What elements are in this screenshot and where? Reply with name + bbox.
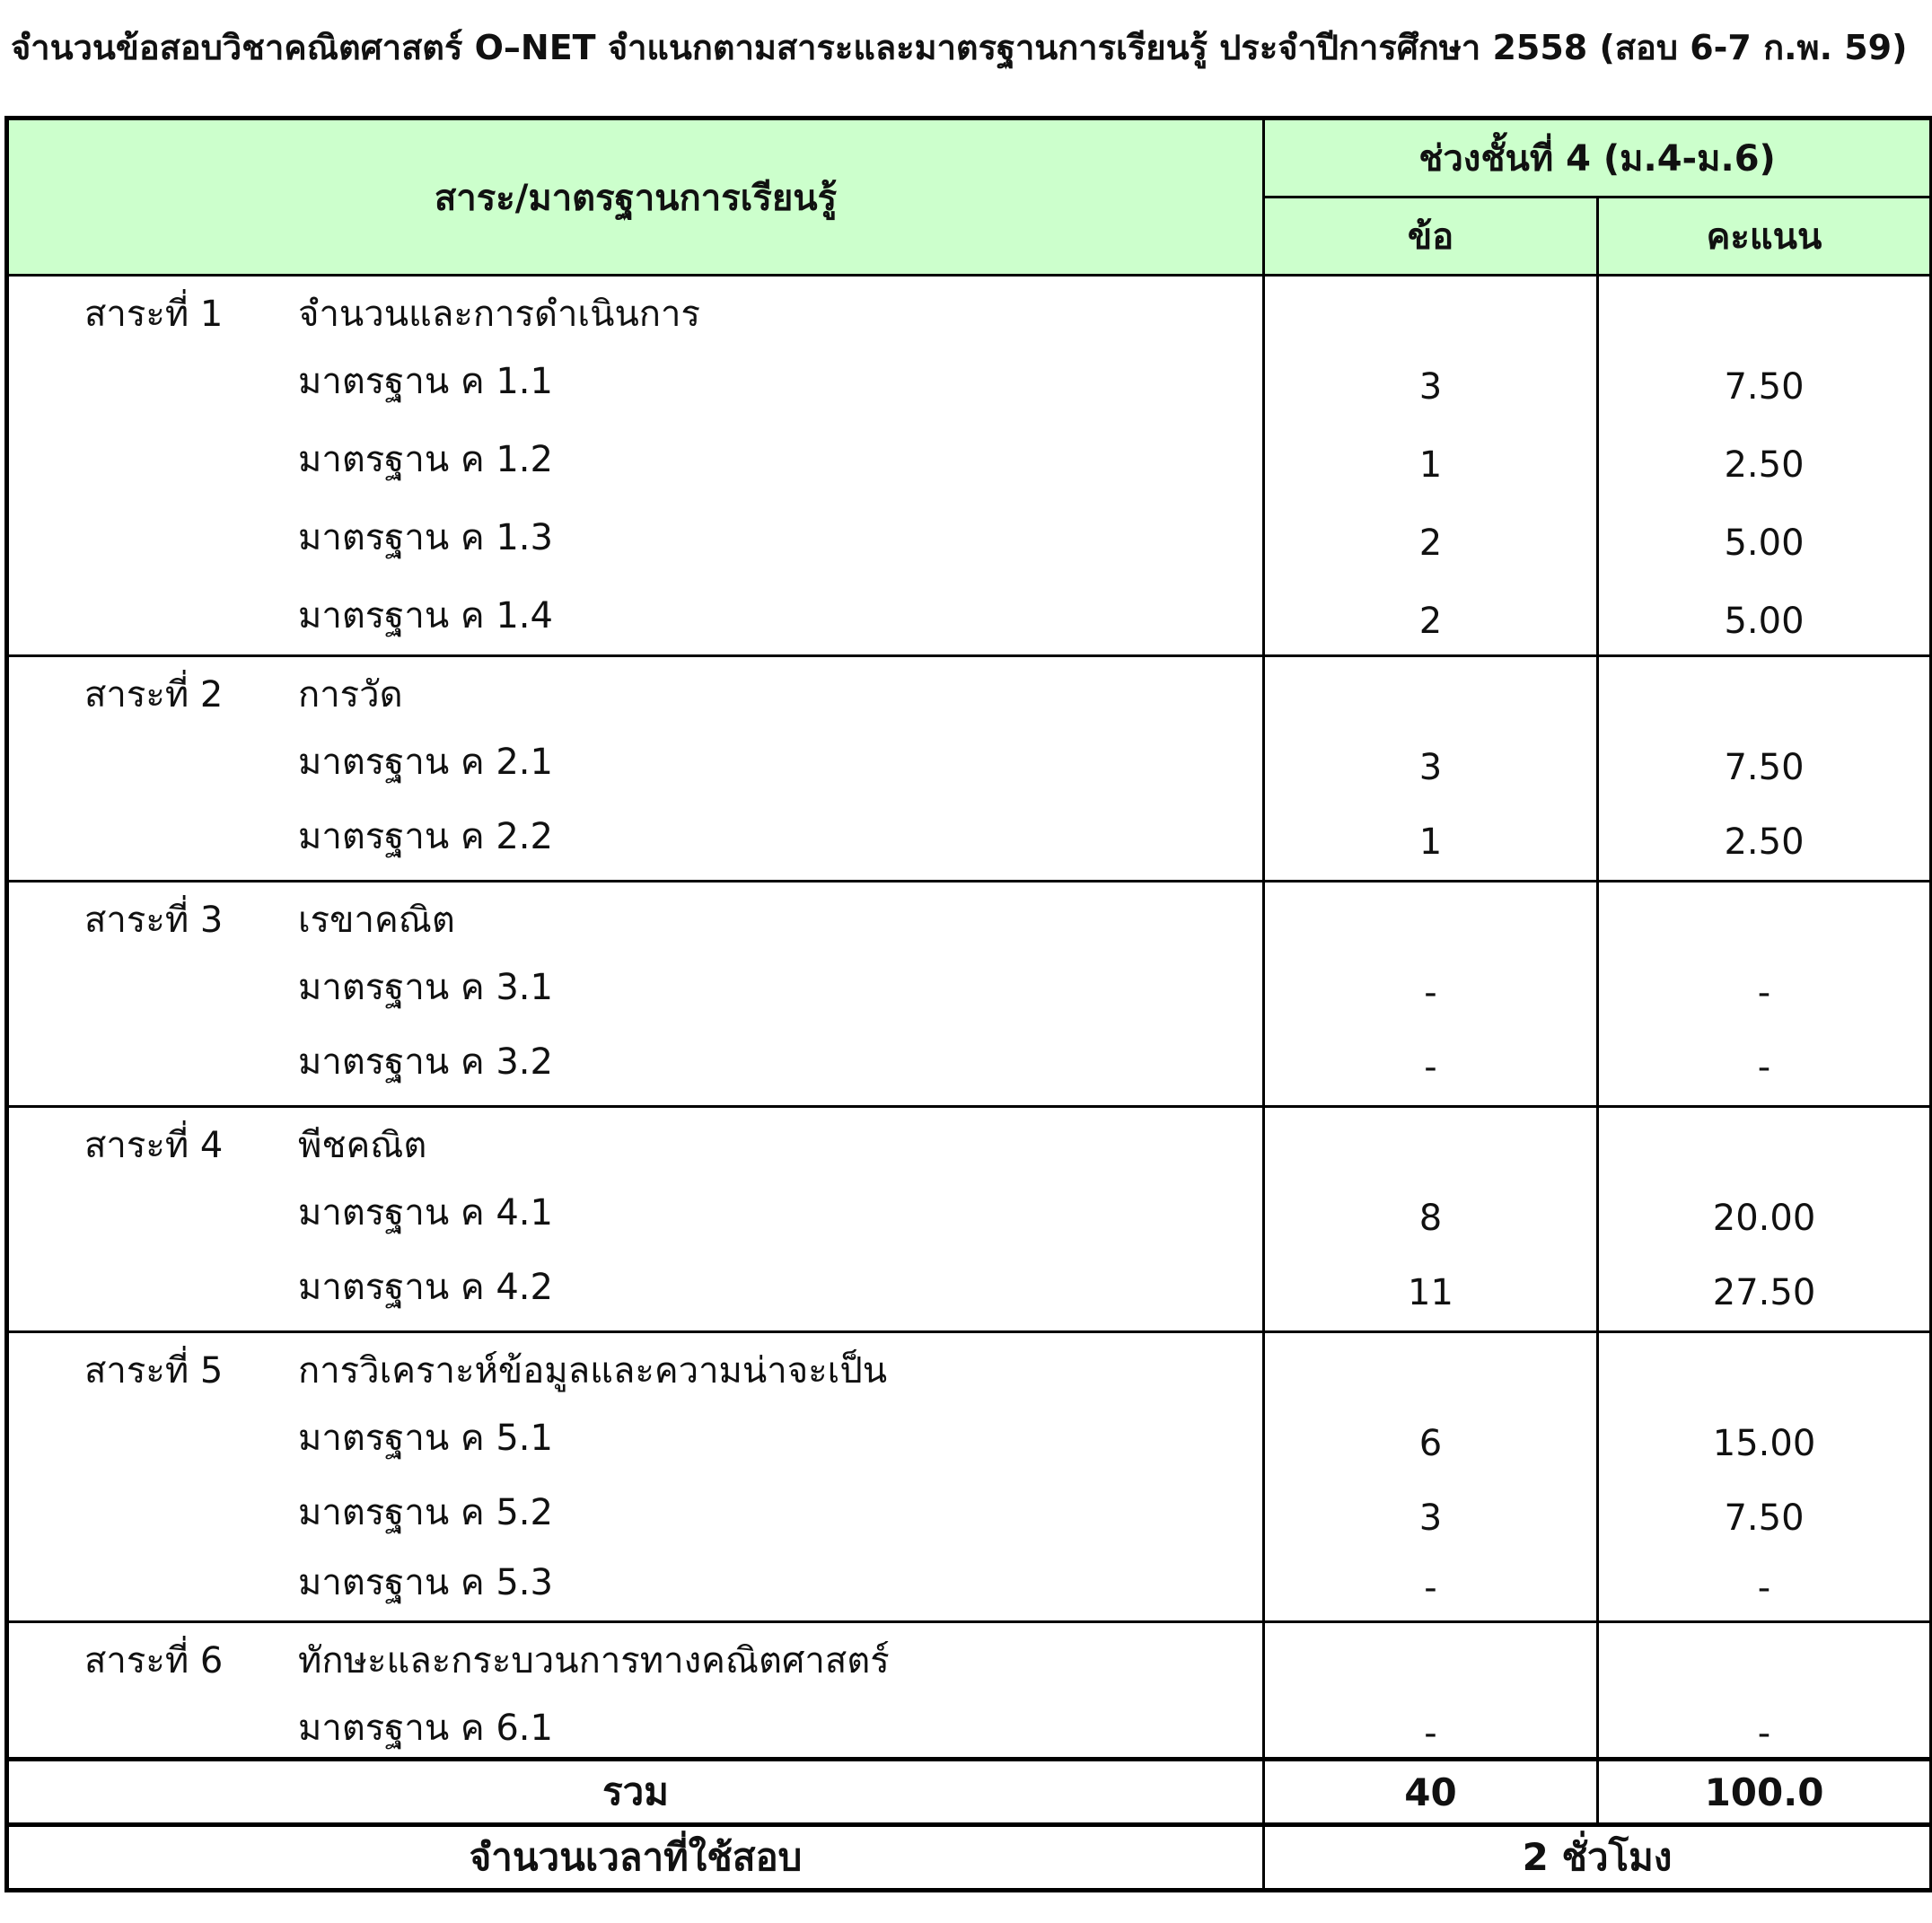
- score-cell: [1598, 1107, 1932, 1332]
- standard-name: มาตรฐาน ค 1.3: [298, 517, 553, 558]
- strand-group: [7, 656, 1932, 882]
- standard-name: มาตรฐาน ค 3.2: [298, 1041, 553, 1083]
- score-cell: [1598, 1622, 1932, 1760]
- standard-items-value: 1: [1418, 444, 1443, 486]
- strand-label-cell: [7, 882, 1264, 1107]
- strand-label-cell: [7, 656, 1264, 882]
- total-row: [7, 1760, 1932, 1825]
- standard-name: มาตรฐาน ค 5.1: [298, 1418, 553, 1459]
- standard-name: มาตรฐาน ค 1.4: [298, 595, 553, 637]
- score-cell: [1598, 656, 1932, 882]
- strand-title: ทักษะและกระบวนการทางคณิตศาสตร์: [298, 1640, 890, 1682]
- standard-score-value: 20.00: [1712, 1198, 1816, 1239]
- standard-name: มาตรฐาน ค 5.3: [298, 1562, 553, 1603]
- standard-score-value: 27.50: [1712, 1272, 1816, 1313]
- standard-name: มาตรฐาน ค 1.2: [298, 439, 553, 480]
- strand-title: การวัด: [298, 674, 403, 716]
- strand-label-cell: [7, 276, 1264, 656]
- standard-items-value: 11: [1408, 1272, 1453, 1313]
- strand-title: พีชคณิต: [298, 1125, 427, 1166]
- standard-items-value: 3: [1418, 1497, 1443, 1539]
- strand-number: สาระที่ 6: [84, 1640, 224, 1682]
- items-cell: [1264, 1332, 1598, 1622]
- standard-items-value: 3: [1418, 366, 1443, 408]
- strand-group: [7, 1622, 1932, 1760]
- header-level-group: ช่วงชั้นที่ 4 (ม.4-ม.6): [1264, 119, 1932, 198]
- exam-time-value: 2 ชั่วโมง: [1264, 1825, 1932, 1891]
- score-cell: [1598, 276, 1932, 656]
- header-score: คะแนน: [1598, 198, 1932, 276]
- standard-score-value: -: [1757, 1567, 1771, 1609]
- strand-group: [7, 1107, 1932, 1332]
- standard-score-value: 7.50: [1724, 1497, 1805, 1539]
- strand-number: สาระที่ 2: [84, 674, 224, 716]
- standard-items-value: -: [1424, 1567, 1437, 1609]
- exam-time-row: [7, 1825, 1932, 1891]
- standard-name: มาตรฐาน ค 5.2: [298, 1492, 553, 1533]
- standard-name: มาตรฐาน ค 3.1: [298, 967, 553, 1008]
- strand-title: เรขาคณิต: [298, 900, 455, 941]
- strand-number: สาระที่ 5: [84, 1350, 224, 1392]
- table-body: [7, 276, 1932, 1760]
- strand-number: สาระที่ 3: [84, 900, 224, 941]
- standard-score-value: -: [1757, 972, 1771, 1014]
- total-score: 100.0: [1598, 1760, 1932, 1825]
- strand-label-cell: [7, 1332, 1264, 1622]
- standard-name: มาตรฐาน ค 4.2: [298, 1267, 553, 1308]
- standard-name: มาตรฐาน ค 1.1: [298, 361, 553, 402]
- standard-items-value: 6: [1418, 1423, 1443, 1464]
- header-items: ข้อ: [1264, 198, 1598, 276]
- score-cell: [1598, 1332, 1932, 1622]
- strand-group: [7, 1332, 1932, 1622]
- standard-items-value: 8: [1418, 1198, 1443, 1239]
- standard-score-value: -: [1757, 1713, 1771, 1754]
- standard-items-value: -: [1424, 972, 1437, 1014]
- standard-score-value: 7.50: [1724, 366, 1805, 408]
- strand-group: [7, 882, 1932, 1107]
- strand-group: [7, 276, 1932, 656]
- items-cell: [1264, 276, 1598, 656]
- standard-items-value: 1: [1418, 821, 1443, 863]
- standard-items-value: -: [1424, 1047, 1437, 1088]
- standard-name: มาตรฐาน ค 2.1: [298, 742, 553, 783]
- exam-time-label: จำนวนเวลาที่ใช้สอบ: [7, 1825, 1264, 1891]
- strand-number: สาระที่ 4: [84, 1125, 224, 1166]
- standard-name: มาตรฐาน ค 2.2: [298, 816, 553, 857]
- standard-score-value: 5.00: [1724, 522, 1805, 564]
- page-title: จำนวนข้อสอบวิชาคณิตศาสตร์ O–NET จำแนกตามสาระและมาตรฐานการเรียนรู้ ประจำปีการศึกษา 2558 (สอบ 6-7 ก.พ. 59): [11, 28, 1908, 67]
- standard-name: มาตรฐาน ค 4.1: [298, 1192, 553, 1234]
- standard-score-value: 2.50: [1724, 821, 1805, 863]
- items-cell: [1264, 1622, 1598, 1760]
- standard-score-value: -: [1757, 1047, 1771, 1088]
- score-cell: [1598, 882, 1932, 1107]
- header-strand-standard: สาระ/มาตรฐานการเรียนรู้: [7, 119, 1264, 276]
- standard-score-value: 2.50: [1724, 444, 1805, 486]
- strand-title: จำนวนและการดำเนินการ: [298, 294, 700, 335]
- standard-items-value: 2: [1418, 601, 1443, 642]
- items-cell: [1264, 656, 1598, 882]
- strand-number: สาระที่ 1: [84, 294, 224, 335]
- strand-title: การวิเคราะห์ข้อมูลและความน่าจะเป็น: [298, 1350, 888, 1392]
- standard-items-value: 2: [1418, 522, 1443, 564]
- standard-items-value: 3: [1418, 747, 1443, 788]
- standard-score-value: 5.00: [1724, 601, 1805, 642]
- standard-items-value: -: [1424, 1713, 1437, 1754]
- standard-score-value: 15.00: [1712, 1423, 1816, 1464]
- total-items: 40: [1264, 1760, 1598, 1825]
- strand-label-cell: [7, 1622, 1264, 1760]
- standard-name: มาตรฐาน ค 6.1: [298, 1708, 553, 1749]
- exam-table: [4, 116, 1932, 1892]
- strand-label-cell: [7, 1107, 1264, 1332]
- standard-score-value: 7.50: [1724, 747, 1805, 788]
- items-cell: [1264, 1107, 1598, 1332]
- items-cell: [1264, 882, 1598, 1107]
- total-label: รวม: [7, 1760, 1264, 1825]
